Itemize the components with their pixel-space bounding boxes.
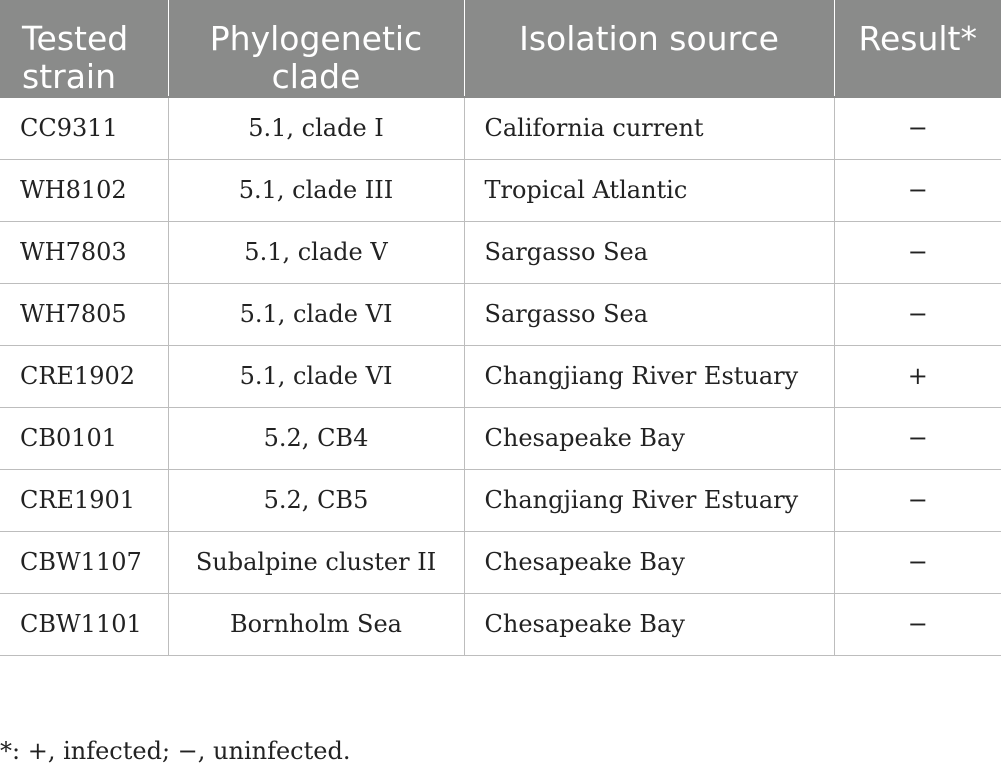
strain-cell: CBW1101 [0, 593, 168, 655]
result-cell: − [834, 97, 1001, 159]
clade-cell: 5.1, clade VI [168, 283, 464, 345]
table-row [0, 407, 1001, 469]
source-cell: Sargasso Sea [464, 283, 834, 345]
source-cell: Tropical Atlantic [464, 159, 834, 221]
strain-cell: WH8102 [0, 159, 168, 221]
source-cell: Chesapeake Bay [464, 531, 834, 593]
table-row [0, 345, 1001, 407]
result-cell: + [834, 345, 1001, 407]
strain-cell: CRE1902 [0, 345, 168, 407]
table-row [0, 531, 1001, 593]
strain-cell: WH7803 [0, 221, 168, 283]
result-cell: − [834, 593, 1001, 655]
header-phylogenetic-clade: Phylogenetic clade [168, 0, 464, 97]
source-cell: Changjiang River Estuary [464, 345, 834, 407]
source-cell: Chesapeake Bay [464, 593, 834, 655]
source-cell: Changjiang River Estuary [464, 469, 834, 531]
strain-cell: CRE1901 [0, 469, 168, 531]
header-tested-strain: Tested strain [0, 0, 168, 97]
clade-cell: 5.1, clade V [168, 221, 464, 283]
strain-cell: CB0101 [0, 407, 168, 469]
table-row [0, 283, 1001, 345]
table-row [0, 159, 1001, 221]
result-cell: − [834, 221, 1001, 283]
table-header-row [0, 0, 1001, 97]
header-result: Result* [834, 0, 1001, 97]
result-cell: − [834, 407, 1001, 469]
table-row [0, 221, 1001, 283]
strain-cell: CC9311 [0, 97, 168, 159]
clade-cell: 5.1, clade III [168, 159, 464, 221]
clade-cell: 5.1, clade I [168, 97, 464, 159]
strain-cell: CBW1107 [0, 531, 168, 593]
clade-cell: Bornholm Sea [168, 593, 464, 655]
clade-cell: 5.2, CB5 [168, 469, 464, 531]
clade-cell: 5.2, CB4 [168, 407, 464, 469]
source-cell: Chesapeake Bay [464, 407, 834, 469]
source-cell: Sargasso Sea [464, 221, 834, 283]
table-row [0, 469, 1001, 531]
strain-cell: WH7805 [0, 283, 168, 345]
result-cell: − [834, 283, 1001, 345]
result-cell: − [834, 159, 1001, 221]
clade-cell: 5.1, clade VI [168, 345, 464, 407]
table-row [0, 593, 1001, 655]
header-isolation-source: Isolation source [464, 0, 834, 97]
table-row [0, 97, 1001, 159]
result-cell: − [834, 469, 1001, 531]
result-cell: − [834, 531, 1001, 593]
table-footnote: *: +, infected; −, uninfected. [0, 737, 351, 765]
clade-cell: Subalpine cluster II [168, 531, 464, 593]
source-cell: California current [464, 97, 834, 159]
